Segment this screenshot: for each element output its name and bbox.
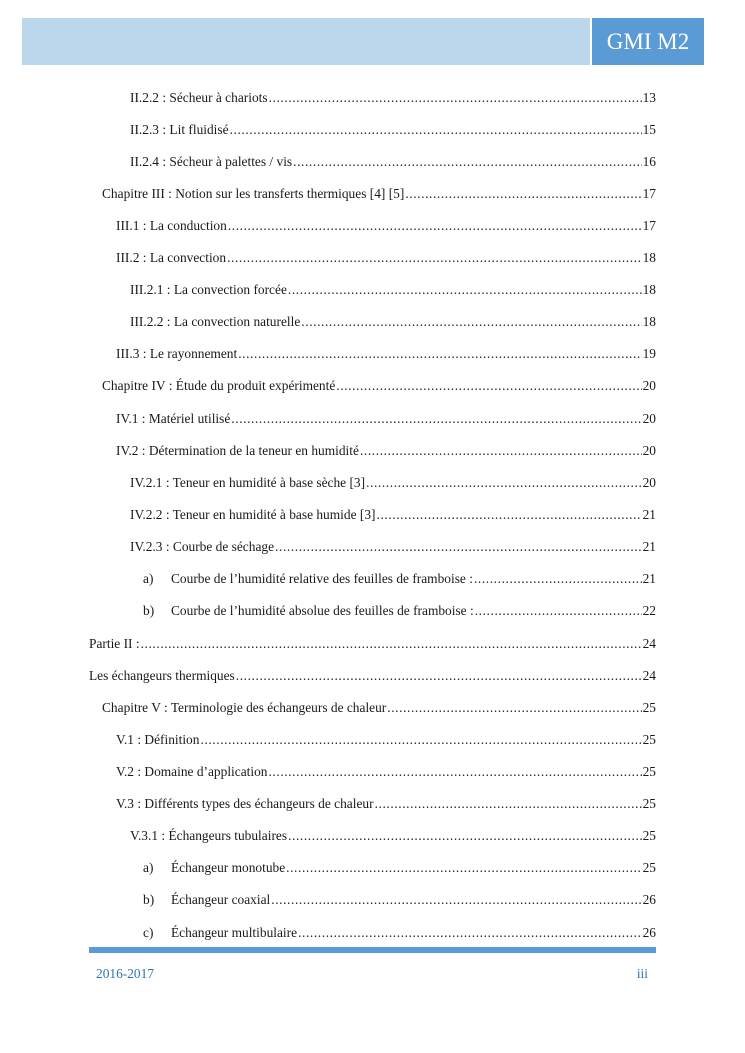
toc-entry-label: V.1 : Définition bbox=[116, 732, 200, 747]
toc-entry-page: 20 bbox=[642, 411, 656, 426]
toc-entry-marker: c) bbox=[143, 925, 154, 940]
toc-entry-page: 19 bbox=[642, 346, 656, 361]
toc-leader-dots bbox=[387, 700, 641, 716]
toc-entry[interactable] bbox=[143, 892, 656, 908]
toc-leader-dots bbox=[200, 732, 641, 748]
toc-entry-label: Partie II : bbox=[89, 636, 140, 651]
toc-leader-dots bbox=[375, 796, 642, 812]
toc-entry[interactable] bbox=[102, 186, 656, 202]
toc-entry[interactable] bbox=[143, 603, 656, 619]
toc-entry-page: 24 bbox=[642, 636, 656, 651]
toc-entry-page: 17 bbox=[642, 218, 656, 233]
toc-entry-page: 25 bbox=[642, 700, 656, 715]
toc-entry[interactable] bbox=[130, 314, 656, 330]
toc-entry-label: III.2 : La convection bbox=[116, 250, 227, 265]
toc-entry-page: 21 bbox=[642, 571, 656, 586]
toc-entry-label: IV.2.2 : Teneur en humidité à base humide [3] bbox=[130, 507, 376, 522]
toc-entry-page: 15 bbox=[642, 122, 656, 137]
toc-entry[interactable] bbox=[116, 732, 656, 748]
footer-year: 2016-2017 bbox=[96, 966, 155, 981]
toc-leader-dots bbox=[474, 571, 642, 587]
toc-entry-page: 18 bbox=[642, 314, 656, 329]
toc-entry[interactable] bbox=[116, 346, 656, 362]
toc-entry-label: Chapitre V : Terminologie des échangeurs de chaleur bbox=[102, 700, 387, 715]
toc-leader-dots bbox=[288, 828, 642, 844]
toc-entry-label: V.3.1 : Échangeurs tubulaires bbox=[130, 828, 288, 843]
toc-entry[interactable] bbox=[130, 122, 656, 138]
toc-entry[interactable] bbox=[130, 475, 656, 491]
toc-entry-page: 25 bbox=[642, 796, 656, 811]
toc-entry-label: III.1 : La conduction bbox=[116, 218, 227, 233]
toc-entry-page: 26 bbox=[642, 925, 656, 940]
toc-leader-dots bbox=[286, 860, 641, 876]
toc-entry[interactable] bbox=[143, 571, 656, 587]
toc-entry-label: III.2.2 : La convection naturelle bbox=[130, 314, 301, 329]
toc-entry-text: Échangeur coaxial bbox=[171, 892, 271, 907]
toc-entry[interactable] bbox=[143, 860, 656, 876]
toc-entry[interactable] bbox=[89, 668, 656, 684]
toc-leader-dots bbox=[238, 346, 641, 362]
toc-entry[interactable] bbox=[102, 378, 656, 394]
toc-entry-label: II.2.4 : Sécheur à palettes / vis bbox=[130, 154, 293, 169]
toc-entry-label bbox=[143, 571, 473, 587]
toc-leader-dots bbox=[236, 668, 642, 684]
toc-entry-label bbox=[143, 603, 474, 619]
toc-entry-label bbox=[143, 892, 270, 908]
toc-entry[interactable] bbox=[130, 282, 656, 298]
toc-leader-dots bbox=[298, 925, 642, 941]
toc-entry[interactable] bbox=[130, 154, 656, 170]
toc-leader-dots bbox=[293, 154, 641, 170]
toc-leader-dots bbox=[405, 186, 641, 202]
toc-leader-dots bbox=[475, 603, 642, 619]
toc-entry-page: 25 bbox=[642, 764, 656, 779]
toc-leader-dots bbox=[301, 314, 641, 330]
toc-entry[interactable] bbox=[116, 218, 656, 234]
toc-entry-label: IV.2.3 : Courbe de séchage bbox=[130, 539, 275, 554]
toc-entry-text: Courbe de l’humidité absolue des feuilles de framboise : bbox=[171, 603, 474, 618]
toc-entry-label: III.3 : Le rayonnement bbox=[116, 346, 238, 361]
toc-entry-page: 22 bbox=[642, 603, 656, 618]
toc-entry-text: Échangeur multibulaire bbox=[171, 925, 298, 940]
toc-entry-page: 20 bbox=[642, 475, 656, 490]
toc-entry-text: Courbe de l’humidité relative des feuilles de framboise : bbox=[171, 571, 473, 586]
toc-entry-marker: b) bbox=[143, 892, 155, 907]
toc-entry-label: IV.2.1 : Teneur en humidité à base sèche [3] bbox=[130, 475, 366, 490]
toc-entry-label: III.2.1 : La convection forcée bbox=[130, 282, 287, 297]
toc-entry[interactable] bbox=[116, 764, 656, 780]
footer-page-number: iii bbox=[636, 966, 648, 981]
toc-entry-label: Chapitre IV : Étude du produit expérimenté bbox=[102, 378, 336, 393]
toc-entry-page: 24 bbox=[642, 668, 656, 683]
toc-entry-marker: a) bbox=[143, 571, 154, 586]
toc-entry-page: 18 bbox=[642, 282, 656, 297]
toc-entry-page: 25 bbox=[642, 828, 656, 843]
toc-entry-page: 16 bbox=[642, 154, 656, 169]
toc-entry-label: Les échangeurs thermiques bbox=[89, 668, 235, 683]
toc-leader-dots bbox=[227, 250, 642, 266]
toc-entry[interactable] bbox=[143, 925, 656, 941]
toc-entry-page: 25 bbox=[642, 732, 656, 747]
header-badge: GMI M2 bbox=[592, 18, 704, 65]
toc-entry[interactable] bbox=[130, 539, 656, 555]
toc-entry-label bbox=[143, 925, 297, 941]
toc-leader-dots bbox=[275, 539, 642, 555]
footer-rule bbox=[89, 947, 656, 953]
toc-entry-label: V.3 : Différents types des échangeurs de chaleur bbox=[116, 796, 374, 811]
toc-entry[interactable] bbox=[116, 411, 656, 427]
toc-entry[interactable] bbox=[116, 250, 656, 266]
toc-leader-dots bbox=[230, 122, 642, 138]
toc-entry-label: II.2.2 : Sécheur à chariots bbox=[130, 90, 268, 105]
toc-entry-marker: a) bbox=[143, 860, 154, 875]
toc-entry[interactable] bbox=[130, 828, 656, 844]
toc-leader-dots bbox=[271, 892, 641, 908]
toc-entry-page: 26 bbox=[642, 892, 656, 907]
toc-entry-page: 13 bbox=[642, 90, 656, 105]
toc-leader-dots bbox=[231, 411, 641, 427]
toc-leader-dots bbox=[366, 475, 642, 491]
toc-leader-dots bbox=[141, 636, 642, 652]
toc-leader-dots bbox=[377, 507, 642, 523]
toc-entry-label bbox=[143, 860, 285, 876]
toc-entry-page: 17 bbox=[642, 186, 656, 201]
toc-entry-page: 20 bbox=[642, 443, 656, 458]
toc-entry-page: 20 bbox=[642, 378, 656, 393]
toc-leader-dots bbox=[336, 378, 641, 394]
toc-entry[interactable] bbox=[116, 443, 656, 459]
toc-entry-page: 25 bbox=[642, 860, 656, 875]
toc-entry-label: II.2.3 : Lit fluidisé bbox=[130, 122, 229, 137]
toc-entry-label: IV.2 : Détermination de la teneur en humidité bbox=[116, 443, 359, 458]
toc-entry-marker: b) bbox=[143, 603, 155, 618]
toc-leader-dots bbox=[288, 282, 642, 298]
toc-leader-dots bbox=[228, 218, 642, 234]
toc-entry-label: IV.1 : Matériel utilisé bbox=[116, 411, 231, 426]
toc-entry[interactable] bbox=[130, 90, 656, 106]
toc-leader-dots bbox=[268, 764, 641, 780]
toc-leader-dots bbox=[269, 90, 642, 106]
toc-entry-page: 21 bbox=[642, 507, 656, 522]
toc-entry-label: V.2 : Domaine d’application bbox=[116, 764, 268, 779]
toc-entry[interactable] bbox=[116, 796, 656, 812]
toc-entry[interactable] bbox=[130, 507, 656, 523]
toc-entry[interactable] bbox=[89, 636, 656, 652]
toc-entry-text: Échangeur monotube bbox=[171, 860, 286, 875]
toc-entry[interactable] bbox=[102, 700, 656, 716]
toc-leader-dots bbox=[360, 443, 642, 459]
toc-entry-page: 18 bbox=[642, 250, 656, 265]
toc-entry-label: Chapitre III : Notion sur les transferts thermiques [4] [5] bbox=[102, 186, 405, 201]
toc-entry-page: 21 bbox=[642, 539, 656, 554]
